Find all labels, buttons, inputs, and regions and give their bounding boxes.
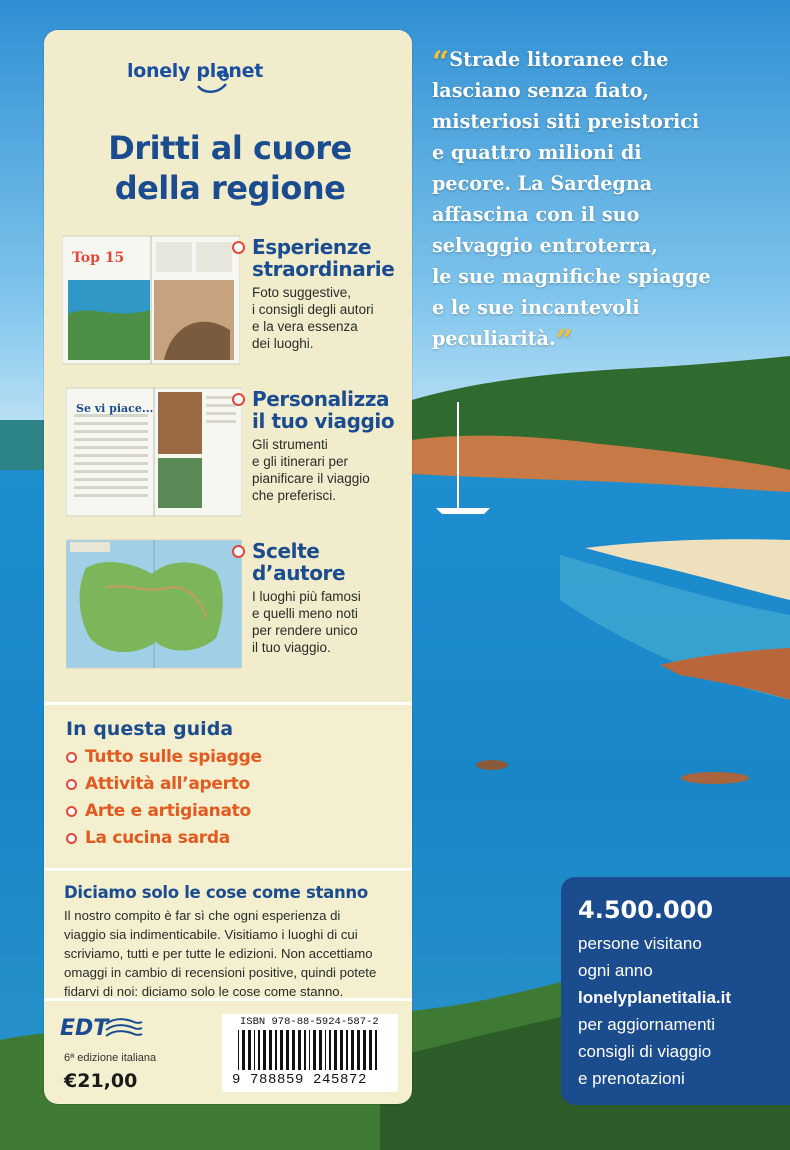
text-line: i consigli degli autori [252, 302, 374, 317]
quote-text: Strade litoranee che [449, 48, 669, 71]
list-bullet-icon [66, 806, 77, 817]
guide-item: La cucina sarda [85, 828, 230, 848]
barcode-bar [313, 1030, 316, 1070]
text-line: Foto suggestive, [252, 285, 352, 300]
barcode-bar [254, 1030, 255, 1070]
barcode-bar [298, 1030, 301, 1070]
edt-publisher-logo: EDT [60, 1016, 109, 1041]
thumbnail-label: Top 15 [72, 250, 125, 266]
quote-line: e quattro milioni di [432, 141, 642, 164]
barcode-bar [269, 1030, 272, 1070]
text-line: Gli strumenti [252, 437, 328, 452]
text-line: fidarvi di noi: diciamo solo le cose come stanno. [64, 984, 344, 999]
headline-line: della regione [114, 169, 346, 207]
barcode-bar [309, 1030, 310, 1070]
barcode-bar [263, 1030, 266, 1070]
quote-line: le sue magnifiche spiagge [432, 265, 711, 288]
text-line: I luoghi più famosi [252, 589, 361, 604]
feature-title-line: d’autore [252, 561, 346, 585]
quote-line [432, 323, 772, 359]
barcode-bar [351, 1030, 354, 1070]
feature-title-line: straordinarie [252, 257, 395, 281]
edt-waves-icon [104, 1018, 144, 1040]
text-line: e quelli meno noti [252, 606, 358, 621]
quote-line: misteriosi siti preistorici [432, 110, 700, 133]
barcode-bar [242, 1030, 245, 1070]
feature-title-line: Scelte [252, 539, 320, 563]
barcode-bar [275, 1030, 277, 1070]
barcode-bar [280, 1030, 283, 1070]
guide-item: Tutto sulle spiagge [85, 747, 262, 767]
feature-title-line: il tuo viaggio [252, 409, 395, 433]
barcode-bars [236, 1030, 392, 1074]
barcode-bar [357, 1030, 360, 1070]
feature-description [252, 588, 361, 656]
barcode-bar [248, 1030, 251, 1070]
promo-line: per aggiornamenti [578, 1015, 716, 1034]
guide-item: Arte e artigianato [85, 801, 251, 821]
promo-line: consigli di viaggio [578, 1042, 712, 1061]
list-bullet-icon [66, 779, 77, 790]
barcode-bar [346, 1030, 348, 1070]
text-line: e la vera essenza [252, 319, 358, 334]
section-divider [44, 868, 412, 871]
feature-bullet-icon [232, 393, 245, 406]
text-line: scriviamo, tutti e per tutte le edizioni. Non accettiamo [64, 946, 373, 961]
feature-title-line: Esperienze [252, 235, 372, 259]
open-quote-mark: “ [432, 45, 450, 80]
list-bullet-icon [66, 752, 77, 763]
barcode-digits: 9 788859 245872 [232, 1072, 368, 1088]
feature-bullet-icon [232, 545, 245, 558]
headline-line: Dritti al cuore [108, 129, 352, 167]
quote-line [432, 44, 772, 80]
isbn-label: ISBN 978-88-5924-587-2 [240, 1016, 379, 1028]
text-line: dei luoghi. [252, 336, 314, 351]
motto-title: Diciamo solo le cose come stanno [64, 883, 368, 902]
barcode-bar [375, 1030, 377, 1070]
feature-title-line: Personalizza [252, 387, 390, 411]
text-line: omaggi in cambio di recensioni positive, quindi potete [64, 965, 377, 980]
barcode-bar [340, 1030, 343, 1070]
feature-title [252, 236, 394, 280]
quote-text: peculiarità. [432, 327, 556, 350]
feature-title [252, 388, 394, 432]
close-quote-mark: ” [555, 324, 573, 359]
quote-line: selvaggio entroterra, [432, 234, 658, 257]
quote-line: pecore. La Sardegna [432, 172, 653, 195]
quote-line: e le sue incantevoli [432, 296, 640, 319]
barcode-bar [334, 1030, 337, 1070]
feature-bullet-icon [232, 241, 245, 254]
feature-description [252, 284, 374, 352]
barcode-bar [325, 1030, 326, 1070]
globe-swoosh-icon [196, 68, 232, 94]
lonely-planet-logo: lonely planet [127, 60, 264, 82]
list-bullet-icon [66, 833, 77, 844]
barcode-bar [238, 1030, 239, 1070]
text-line: e gli itinerari per [252, 454, 349, 469]
barcode-bar [319, 1030, 322, 1070]
text-line: pianificare il viaggio [252, 471, 370, 486]
text-line: per rendere unico [252, 623, 358, 638]
feature-title [252, 540, 345, 584]
promo-line: persone visitano [578, 934, 702, 953]
website-link[interactable]: lonelyplanetitalia.it [578, 988, 732, 1007]
text-line: che preferisci. [252, 488, 337, 503]
barcode-bar [369, 1030, 372, 1070]
barcode-bar [363, 1030, 366, 1070]
visitor-count: 4.500.000 [578, 896, 714, 924]
book-thumbnail-map [66, 538, 242, 670]
panel-headline [50, 128, 410, 208]
promo-line: ogni anno [578, 961, 653, 980]
promo-line: e prenotazioni [578, 1069, 685, 1088]
edition-label: 6ª edizione italiana [64, 1052, 157, 1064]
price: €21,00 [64, 1070, 138, 1092]
text-line: Il nostro compito è far sì che ogni esperienza di [64, 908, 341, 923]
quote-line: affascina con il suo [432, 203, 640, 226]
barcode-bar [286, 1030, 289, 1070]
feature-description [252, 436, 370, 504]
barcode-bar [258, 1030, 260, 1070]
motto-text [64, 906, 404, 1001]
review-quote [432, 44, 772, 359]
guide-section-title: In questa guida [66, 718, 234, 740]
barcode-bar [292, 1030, 295, 1070]
thumbnail-label: Se vi piace... [76, 402, 154, 415]
barcode-bar [329, 1030, 331, 1070]
text-line: il tuo viaggio. [252, 640, 331, 655]
text-line: viaggio sia indimenticabile. Visitiamo i luoghi di cui [64, 927, 358, 942]
guide-item: Attività all’aperto [85, 774, 250, 794]
barcode-bar [304, 1030, 306, 1070]
section-divider [44, 702, 412, 705]
quote-line: lasciano senza fiato, [432, 79, 650, 102]
